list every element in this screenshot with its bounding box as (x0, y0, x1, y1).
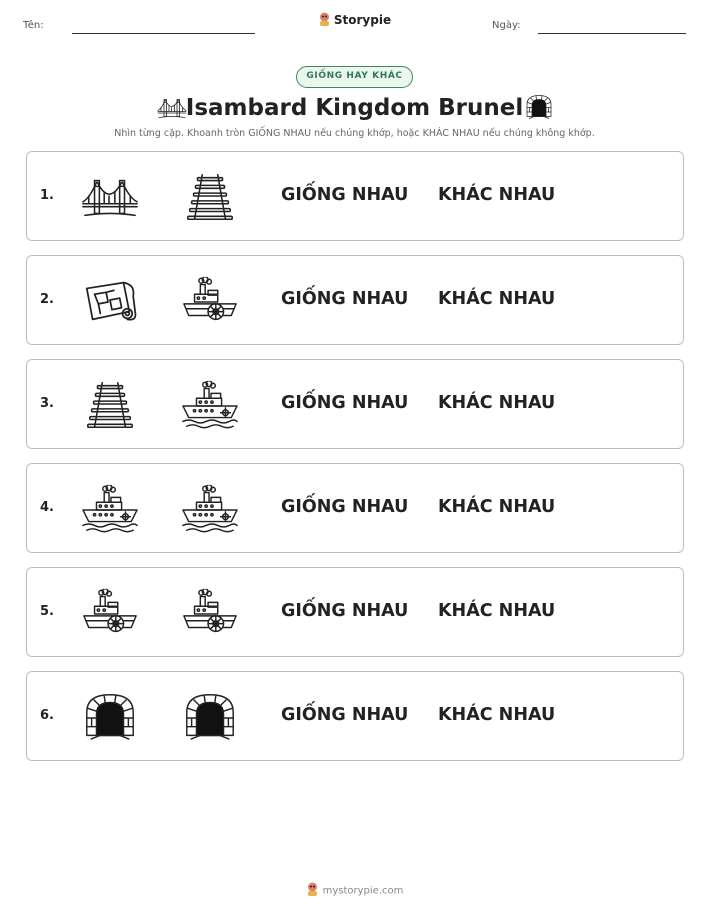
tunnel-icon (524, 93, 554, 121)
name-field[interactable] (72, 33, 255, 34)
steamship-icon (181, 380, 239, 430)
option-different[interactable]: KHÁC NHAU (438, 289, 556, 309)
option-different[interactable]: KHÁC NHAU (438, 601, 556, 621)
option-same[interactable]: GIỐNG NHAU (281, 393, 409, 413)
blueprint-scroll-icon (81, 276, 139, 326)
date-field[interactable] (538, 33, 686, 34)
option-same[interactable]: GIỐNG NHAU (281, 289, 409, 309)
question-number: 3. (40, 396, 54, 411)
question-number: 6. (40, 708, 54, 723)
storypie-mascot-icon (306, 882, 319, 899)
tunnel-icon (81, 692, 139, 742)
steamship-icon (181, 484, 239, 534)
steamship-icon (81, 484, 139, 534)
footer (0, 882, 709, 899)
instructions: Nhìn từng cặp. Khoanh tròn GIỐNG NHAU nếu chúng khớp, hoặc KHÁC NHAU nếu chúng không khớp. (114, 128, 595, 139)
question-row (26, 463, 684, 553)
question-number: 5. (40, 604, 54, 619)
brand-logo (0, 12, 709, 29)
paddle-steamer-icon (81, 588, 139, 638)
railway-track-icon (81, 380, 139, 430)
question-number: 4. (40, 500, 54, 515)
question-number: 1. (40, 188, 54, 203)
option-same[interactable]: GIỐNG NHAU (281, 705, 409, 725)
question-number: 2. (40, 292, 54, 307)
question-row (26, 671, 684, 761)
brand-name: Storypie (333, 13, 392, 27)
tunnel-icon (181, 692, 239, 742)
paddle-steamer-icon (181, 276, 239, 326)
option-different[interactable]: KHÁC NHAU (438, 705, 556, 725)
railway-track-icon (181, 172, 239, 222)
question-row (26, 359, 684, 449)
paddle-steamer-icon (181, 588, 239, 638)
option-same[interactable]: GIỐNG NHAU (281, 185, 409, 205)
date-label: Ngày: (492, 20, 521, 31)
bridge-icon (81, 172, 139, 222)
storypie-mascot-icon (318, 12, 331, 29)
worksheet-header (0, 0, 709, 50)
option-different[interactable]: KHÁC NHAU (438, 393, 556, 413)
option-different[interactable]: KHÁC NHAU (438, 185, 556, 205)
page-title: Isambard Kingdom Brunel (185, 95, 524, 121)
question-row (26, 151, 684, 241)
name-label: Tên: (23, 20, 44, 31)
activity-type-badge: GIỐNG HAY KHÁC (296, 66, 413, 88)
option-same[interactable]: GIỐNG NHAU (281, 497, 409, 517)
option-different[interactable]: KHÁC NHAU (438, 497, 556, 517)
question-row (26, 255, 684, 345)
title-row (0, 92, 709, 124)
option-same[interactable]: GIỐNG NHAU (281, 601, 409, 621)
footer-url: mystorypie.com (322, 885, 404, 897)
question-row (26, 567, 684, 657)
